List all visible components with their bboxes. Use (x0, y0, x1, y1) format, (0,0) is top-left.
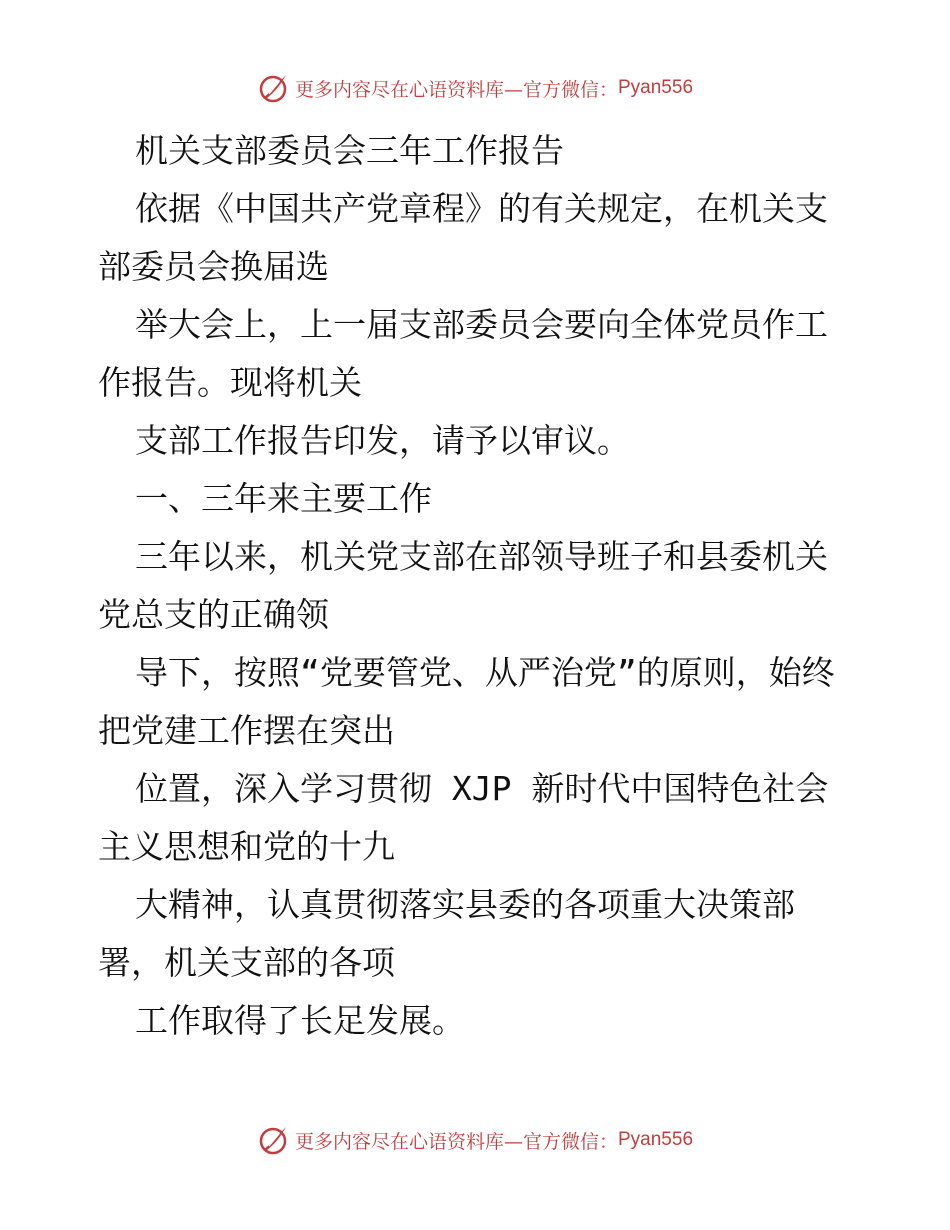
paragraph: 工作取得了长足发展。 (135, 1001, 465, 1040)
section-heading: 一、三年来主要工作 (135, 479, 432, 518)
paragraph: 三年以来，机关党支部在部领导班子和县委机关党总支的正确领 (98, 537, 828, 634)
paragraph: 位置，深入学习贯彻 XJP 新时代中国特色社会主义思想和党的十九 (98, 769, 829, 866)
banner-text: 更多内容尽在心语资料库—官方微信： (294, 78, 618, 101)
document-title: 机关支部委员会三年工作报告 (135, 131, 564, 170)
paragraph: 依据《中国共产党章程》的有关规定，在机关支部委员会换届选 (98, 189, 828, 286)
document-body (98, 122, 858, 1050)
header-watermark-banner (0, 72, 950, 104)
paragraph: 举大会上，上一届支部委员会要向全体党员作工作报告。现将机关 (98, 305, 828, 402)
footer-watermark-banner (0, 1124, 950, 1156)
paragraph: 导下，按照“党要管党、从严治党”的原则，始终把党建工作摆在突出 (98, 653, 835, 750)
banner-wechat-id: Pyan556 (618, 77, 694, 98)
paragraph: 大精神，认真贯彻落实县委的各项重大决策部署，机关支部的各项 (98, 885, 795, 982)
feather-quill-logo-icon (257, 1124, 289, 1156)
banner-text: 更多内容尽在心语资料库—官方微信： (294, 1130, 618, 1153)
paragraph: 支部工作报告印发，请予以审议。 (135, 421, 630, 460)
feather-quill-logo-icon (257, 72, 289, 104)
banner-wechat-id: Pyan556 (618, 1129, 694, 1150)
